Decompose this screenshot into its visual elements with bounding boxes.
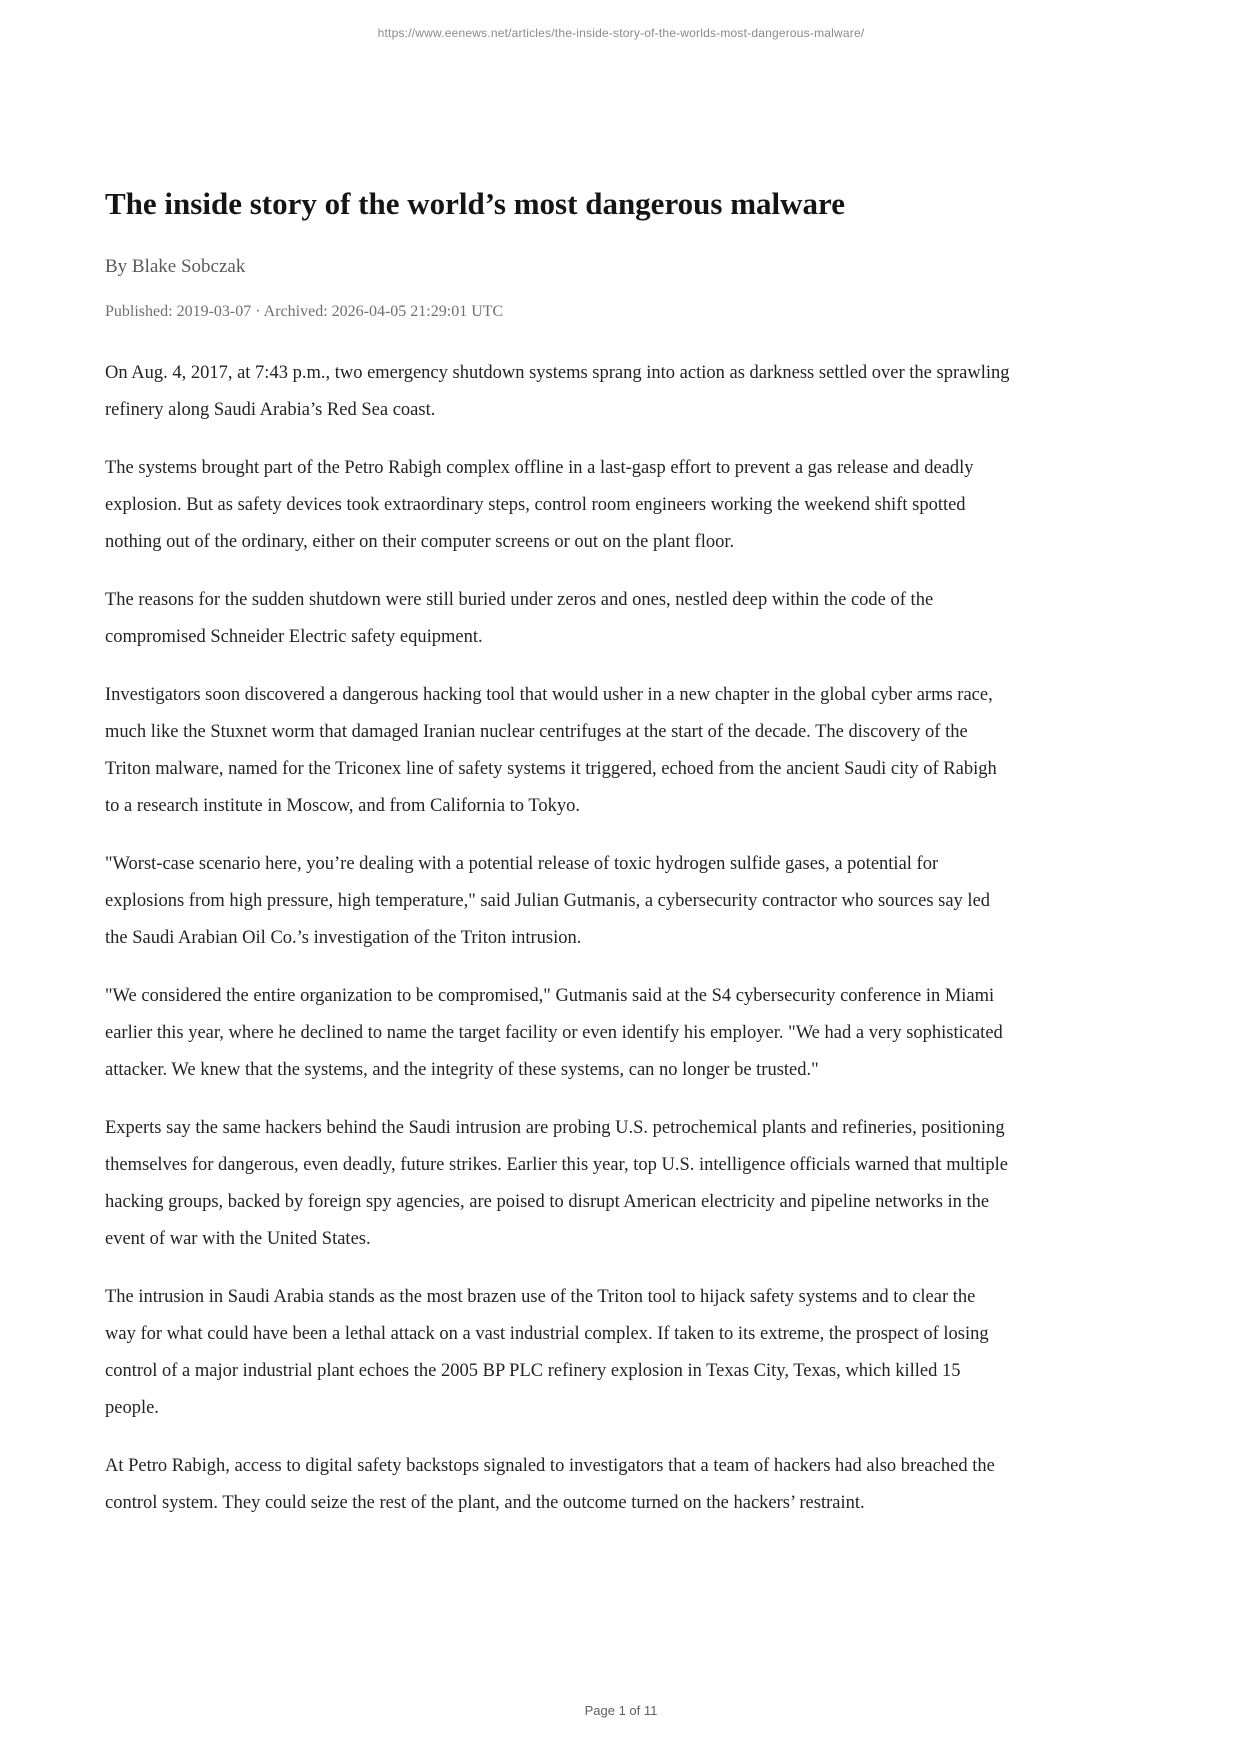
article-body <box>105 355 1010 1522</box>
page-title: The inside story of the world’s most dangerous malware <box>105 186 845 221</box>
article-paragraph: The reasons for the sudden shutdown were still buried under zeros and ones, nestled deep within the code of the compromised Schneider Electric safety equipment. <box>105 589 934 647</box>
article-paragraph: At Petro Rabigh, access to digital safety backstops signaled to investigators that a team of hackers had also breached the control system. They could seize the rest of the plant, and the outcome turned on the hackers’ restraint. <box>105 1455 995 1513</box>
article-paragraph: "Worst-case scenario here, you’re dealing with a potential release of toxic hydrogen sulfide gases, a potential for explosions from high pressure, high temperature," said Julian Gutmanis, a cybersecurity contractor who sources say led the Saudi Arabian Oil Co.’s investigation of the Triton intrusion. <box>105 853 991 948</box>
article-paragraph: The intrusion in Saudi Arabia stands as the most brazen use of the Triton tool to hijack safety systems and to clear the way for what could have been a lethal attack on a vast industrial complex. If taken to its extreme, the prospect of losing control of a major industrial plant echoes the 2005 BP PLC refinery explosion in Texas City, Texas, which killed 15 people. <box>105 1286 989 1418</box>
article-paragraph: The systems brought part of the Petro Rabigh complex offline in a last-gasp effort to prevent a gas release and deadly explosion. But as safety devices took extraordinary steps, control room engineers working the weekend shift spotted nothing out of the ordinary, either on their computer screens or out on the plant floor. <box>105 457 974 552</box>
source-url: https://www.eenews.net/articles/the-inside-story-of-the-worlds-most-dangerous-malware/ <box>377 26 865 40</box>
article-meta: Published: 2019-03-07 · Archived: 2026-04-05 21:29:01 UTC <box>105 302 504 320</box>
article-page <box>105 186 1010 1543</box>
article-paragraph: On Aug. 4, 2017, at 7:43 p.m., two emergency shutdown systems sprang into action as darkness settled over the sprawling refinery along Saudi Arabia’s Red Sea coast. <box>105 362 1010 420</box>
article-paragraph: Experts say the same hackers behind the Saudi intrusion are probing U.S. petrochemical plants and refineries, positioning themselves for dangerous, even deadly, future strikes. Earlier this year, top U.S. intelligence officials warned that multiple hacking groups, backed by foreign spy agencies, are poised to disrupt American electricity and pipeline networks in the event of war with the United States. <box>105 1117 1008 1249</box>
page-number-footer: Page 1 of 11 <box>584 1703 658 1718</box>
article-paragraph: Investigators soon discovered a dangerous hacking tool that would usher in a new chapter in the global cyber arms race, much like the Stuxnet worm that damaged Iranian nuclear centrifuges at the start of the decade. The discovery of the Triton malware, named for the Triconex line of safety systems it triggered, echoed from the ancient Saudi city of Rabigh to a research institute in Moscow, and from California to Tokyo. <box>105 684 997 816</box>
article-byline: By Blake Sobczak <box>105 255 246 277</box>
article-paragraph: "We considered the entire organization to be compromised," Gutmanis said at the S4 cybersecurity conference in Miami earlier this year, where he declined to name the target facility or even identify his employer. "We had a very sophisticated attacker. We knew that the systems, and the integrity of these systems, can no longer be trusted." <box>105 985 1003 1080</box>
